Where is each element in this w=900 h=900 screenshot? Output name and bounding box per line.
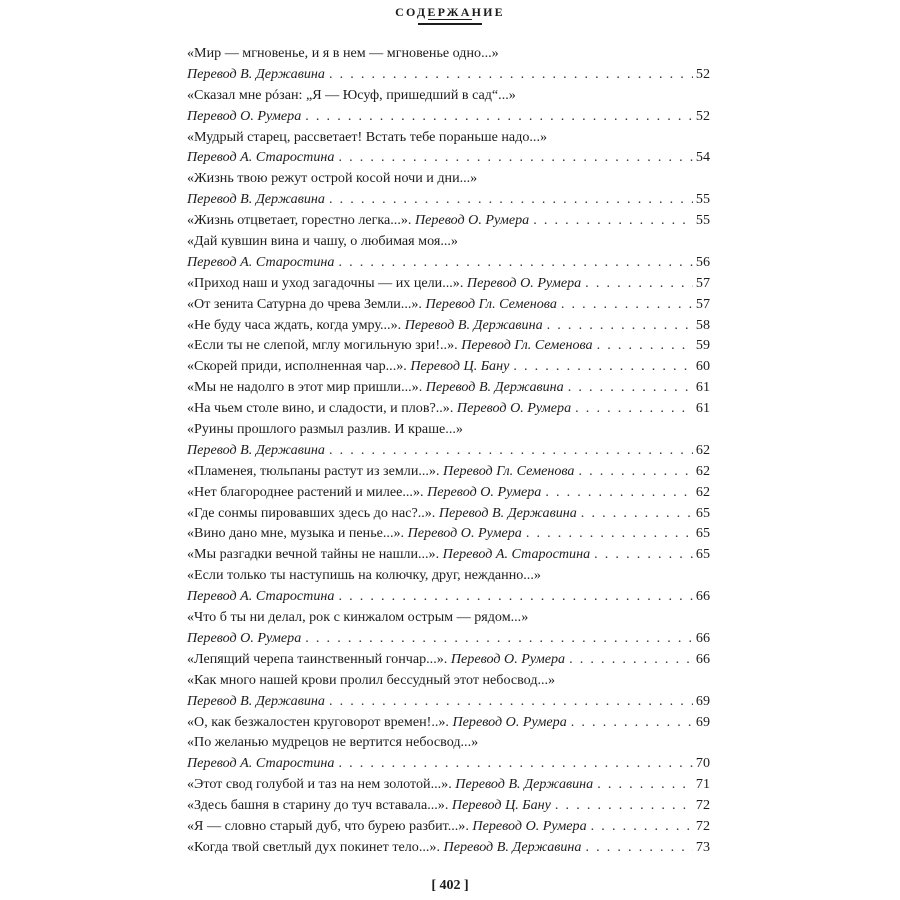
toc-entry-lead [187,294,557,315]
toc-entry-page: 57 [695,295,710,312]
toc-entry-translator: Перевод О. Румера [466,274,582,291]
toc-entry [187,294,710,315]
toc-entry-row [187,753,710,774]
toc-entry-page: 66 [695,588,710,605]
toc-entry-translator: Перевод Гл. Семенова [425,295,557,312]
toc-entry-lead [187,523,522,544]
dot-leader [585,273,693,294]
toc-entry-title: «Здесь башня в старину до туч вставала...». [187,797,449,814]
toc-entry-row [187,294,710,315]
toc-entry-row [187,147,710,168]
toc-entry-lead [187,649,565,670]
toc-entry-page: 62 [695,441,710,458]
toc-entry-title: «Мы разгадки вечной тайны не нашли...». [187,546,440,563]
toc-entry-row [187,628,710,649]
toc-entry-page: 66 [695,650,710,667]
dot-leader [305,106,693,127]
toc-entry-translator: Перевод В. Державина [187,191,325,208]
toc-entry-translator: Перевод О. Румера [456,400,572,417]
toc-entry-row [187,335,710,356]
toc-entry-title: «Нет благороднее растений и милее...». [187,483,424,500]
toc-entry-title: «Мир — мгновенье, и я в нем — мгновенье одно...» [187,45,499,61]
toc-entry-lead [187,503,577,524]
toc-entry-title: «Где сонмы пировавших здесь до нас?..». [187,504,436,521]
page-number: [ 402 ] [431,878,469,893]
dot-leader [569,649,693,670]
toc-entry-translator: Перевод О. Румера [414,212,530,229]
toc-entry-title: «Скорей приди, исполненная чар...». [187,358,407,375]
toc-entry [187,43,710,85]
toc-entry-title: «Вино дано мне, музыка и пенье...». [187,525,405,542]
toc-entry-row [187,398,710,419]
toc-entry-translator: Перевод В. Державина [187,692,325,709]
dot-leader [513,356,693,377]
toc-entry-title: «Когда твой светлый дух покинет тело...». [187,838,440,855]
toc-entry-page: 62 [695,462,710,479]
toc-entry-title: «Дай кувшин вина и чашу, о любимая моя...» [187,233,458,250]
toc-entry-row [187,461,710,482]
toc-entry-lead [187,795,551,816]
toc-entry-page: 57 [695,274,710,291]
toc-entry-lead [187,398,571,419]
toc-entry-lead [187,482,541,503]
toc-entry [187,712,710,733]
toc-entry [187,816,710,837]
toc-entry-page: 52 [695,107,710,124]
toc-entry [187,482,710,503]
toc-entry [187,273,710,294]
toc-entry-title: «Руины прошлого размыл разлив. И краше...» [187,421,463,438]
toc-entry [187,732,710,774]
toc-entry [187,774,710,795]
toc-entry-title: «Мы не надолго в этот мир пришли...». [187,379,423,396]
toc-entry-translator: Перевод О. Румера [187,107,302,124]
toc-entry-row [187,440,710,461]
toc-entry-title: «Сказал мне рóзан: „Я — Юсуф, пришедший в сад“...» [187,86,516,103]
toc-entry-page: 66 [695,629,710,646]
toc-entry-title: «Жизнь твою режут острой косой ночи и дни...» [187,170,478,187]
toc-entry [187,231,710,273]
toc-entry-lead [187,712,567,733]
toc-entry [187,419,710,461]
toc-entry [187,377,710,398]
toc-entry-lead [187,273,581,294]
dot-leader [575,398,693,419]
dot-leader [329,64,693,85]
toc-entry-translator: Перевод Гл. Семенова [461,337,593,354]
toc-entry [187,356,710,377]
dot-leader [329,691,693,712]
toc-entry-translator: Перевод В. Державина [187,65,325,82]
toc-entry-translator: Перевод В. Державина [438,504,577,521]
toc-entry-title: «Приход наш и уход загадочны — их цели...». [187,274,464,291]
dot-leader [594,544,693,565]
toc-entry [187,837,710,858]
toc-entry-row [187,523,710,544]
toc-entry-page: 56 [695,253,710,270]
dot-leader [597,774,693,795]
toc-entry-row [187,315,710,336]
dot-leader [338,586,692,607]
toc-entry-title: «По желанью мудрецов не вертится небосвод...» [187,734,479,751]
toc-entry [187,127,710,169]
toc-entry-lead [187,837,581,858]
toc-entry-lead [187,816,587,837]
toc-entry-page: 58 [695,316,710,333]
toc-entry [187,565,710,607]
toc-entry-page: 65 [695,525,710,542]
dot-leader [561,294,693,315]
toc-entry-translator: Перевод А. Старостина [187,149,335,166]
toc-entry-page: 65 [695,546,710,563]
toc-entry-page: 70 [695,755,710,772]
toc-entry-page: 59 [695,337,710,354]
page-header-title: СОДЕРЖАНИЕ [395,5,505,19]
toc-entry-translator: Перевод О. Румера [427,483,542,500]
toc-entry-row [187,377,710,398]
toc-entry-page: 60 [695,358,710,375]
toc-entry [187,544,710,565]
toc-entry-title: «Если ты не слепой, мглу могильную зри!..». [187,337,458,354]
dot-leader [578,461,692,482]
toc-entry [187,398,710,419]
toc-entry-translator: Перевод Ц. Бану [410,358,510,375]
toc-entry-lead [187,356,509,377]
toc-entry-translator: Перевод В. Державина [443,838,582,855]
toc-entry-row [187,774,710,795]
toc-entry-translator: Перевод А. Старостина [187,588,335,605]
toc-entry-lead [187,335,593,356]
toc-entry-translator: Перевод А. Старостина [442,546,591,563]
toc-entry [187,670,710,712]
toc-entry-title: «Лепящий черепа таинственный гончар...». [187,650,448,667]
dot-leader [533,210,693,231]
toc-entry-translator: Перевод О. Румера [450,650,566,667]
toc-entry-row [187,544,710,565]
toc-entry-row [187,210,710,231]
toc-entry-page: 61 [695,400,710,417]
toc-entry-page: 69 [695,692,710,709]
toc-entry-page: 71 [695,776,710,793]
dot-leader [547,315,693,336]
toc-entry-page: 55 [695,191,710,208]
dot-leader [568,377,693,398]
toc-entry-page: 73 [695,838,710,855]
dot-leader [338,252,692,273]
toc-entry-page: 55 [695,212,710,229]
toc-entry [187,85,710,127]
dot-leader [338,147,692,168]
toc-entry-title: «О, как безжалостен круговорот времен!..». [187,713,449,730]
toc-entry-page: 65 [695,504,710,521]
toc-entry-lead [187,210,529,231]
toc-entry-row [187,482,710,503]
toc-entry-row [187,649,710,670]
toc-entry [187,607,710,649]
toc-entry-title: «Как много нашей крови пролил бессудный этот небосвод...» [187,671,556,688]
toc-entry-row [187,837,710,858]
toc-entry [187,168,710,210]
toc-entry-row [187,586,710,607]
toc-entry-translator: Перевод О. Румера [452,713,567,730]
toc-entry-lead [187,774,593,795]
toc-entry-title: «Не буду часа ждать, когда умру...». [187,316,402,333]
toc-entry [187,523,710,544]
toc-entry [187,335,710,356]
toc-entry-row [187,691,710,712]
dot-leader [545,482,693,503]
toc-entry [187,795,710,816]
toc-entry-title: «Пламенея, тюльпаны растут из земли...». [187,462,440,479]
toc-entry-title: «От зенита Сатурна до чрева Земли...». [187,295,422,312]
toc-entry-page: 61 [695,379,710,396]
toc-entry-translator: Перевод А. Старостина [187,253,335,270]
toc-entry-row [187,252,710,273]
toc-entry [187,461,710,482]
toc-entry-lead [187,315,543,336]
toc-entry-translator: Перевод О. Румера [472,817,587,834]
toc-entry-row [187,106,710,127]
toc-entry-title: «Жизнь отцветает, горестно легка...». [187,212,412,229]
toc-entry-translator: Перевод А. Старостина [187,755,335,772]
toc-entry-row [187,795,710,816]
toc-entry-row [187,356,710,377]
toc-entry-page: 72 [695,817,710,834]
toc-entry-lead [187,377,564,398]
dot-leader [555,795,693,816]
toc-entry-row [187,712,710,733]
toc-entry-title: «Что б ты ни делал, рок с кинжалом острым — рядом...» [187,609,529,626]
dot-leader [329,189,693,210]
toc-entry-translator: Перевод О. Румера [407,525,522,542]
toc-entry-title: «На чьем столе вино, и сладости, и плов?..». [187,400,454,417]
toc-entry [187,503,710,524]
toc-entry-page: 62 [695,483,710,500]
dot-leader [329,440,693,461]
toc-entry-title: «Этот свод голубой и таз на нем золотой...». [187,776,452,793]
toc-entry-translator: Перевод Ц. Бану [451,797,551,814]
toc-entry-row [187,503,710,524]
toc-entry-title: «Мудрый старец, рассветает! Встать тебе пораньше надо...» [187,128,548,145]
toc-entry-translator: Перевод В. Державина [404,316,543,333]
toc-entry-page: 72 [695,797,710,814]
toc-entry-lead [187,461,574,482]
toc-entry-title: «Я — словно старый дуб, что бурею разбит...». [187,817,469,834]
toc-entry-page: 69 [695,713,710,730]
toc-entry [187,649,710,670]
toc-entry-row [187,816,710,837]
toc-entry-translator: Перевод О. Румера [187,629,302,646]
toc-entry-lead [187,544,590,565]
dot-leader [581,503,693,524]
dot-leader [585,837,692,858]
toc-entry-row [187,273,710,294]
toc-entry-page: 52 [695,65,710,82]
toc-entry-translator: Перевод В. Державина [425,379,564,396]
toc-entry [187,315,710,336]
dot-leader [571,712,693,733]
toc-entry-translator: Перевод Гл. Семенова [443,462,575,479]
dot-leader [526,523,693,544]
dot-leader [591,816,693,837]
toc-entry-page: 54 [695,149,710,166]
toc-entry-row [187,64,710,85]
toc-entry-translator: Перевод В. Державина [187,441,325,458]
dot-leader [597,335,693,356]
toc-entry-translator: Перевод В. Державина [455,776,594,793]
toc-entry-title: «Если только ты наступишь на колючку, друг, нежданно...» [187,567,541,584]
dot-leader [305,628,693,649]
dot-leader [338,753,692,774]
toc-entry [187,210,710,231]
toc-entry-row [187,189,710,210]
header-divider [418,23,482,25]
table-of-contents [187,43,710,858]
